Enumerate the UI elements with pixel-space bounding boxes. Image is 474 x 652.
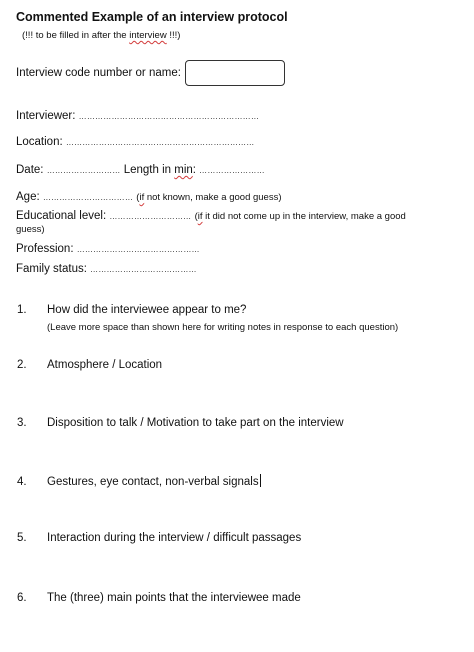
- age-note: [136, 192, 281, 203]
- educational-level-note-prefix: (: [194, 211, 198, 222]
- profession-label: Profession:: [16, 243, 74, 255]
- family-status-dots[interactable]: …………………………………: [90, 265, 197, 274]
- age-dots[interactable]: ……………………………: [42, 193, 134, 202]
- date-line: [16, 164, 265, 176]
- interview-code-field[interactable]: [185, 60, 285, 86]
- educational-level-note-suffix: it did not come up in the interview, make a good: [202, 211, 406, 222]
- age-label: Age:: [16, 191, 40, 203]
- location-line: [16, 136, 255, 148]
- question-4: [17, 474, 261, 488]
- question-number: 2.: [17, 359, 27, 371]
- age-note-underlined: if: [139, 192, 145, 203]
- interviewer-dots[interactable]: …………………………………………………………: [78, 112, 260, 121]
- profession-dots[interactable]: ………………………………………: [76, 245, 200, 254]
- question-text: Disposition to talk / Motivation to take part on the interview: [47, 417, 344, 429]
- question-number: 5.: [17, 532, 27, 544]
- date-dots[interactable]: ………………………: [46, 166, 121, 175]
- question-text: Interaction during the interview / difficult passages: [47, 532, 302, 544]
- question-5: [17, 532, 301, 544]
- question-3: [17, 417, 344, 429]
- text-cursor: [260, 474, 261, 487]
- question-number: 6.: [17, 592, 27, 604]
- length-label-prefix: Length in: [123, 164, 175, 176]
- educational-level-note: [195, 211, 406, 222]
- educational-level-label: Educational level:: [16, 210, 107, 222]
- question-6: [17, 592, 301, 604]
- question-text: Gestures, eye contact, non-verbal signals: [47, 476, 259, 488]
- subtitle-suffix: !!!): [166, 30, 181, 41]
- length-dots[interactable]: ……………………: [199, 166, 265, 175]
- question-1: [17, 304, 246, 316]
- family-status-line: [16, 263, 197, 275]
- age-note-prefix: (: [136, 192, 140, 203]
- educational-level-note-wrap: guess): [16, 224, 45, 235]
- length-label-suffix: :: [192, 164, 196, 176]
- location-dots[interactable]: ……………………………………………………………: [65, 138, 255, 147]
- page-title: Commented Example of an interview protocol: [16, 10, 288, 24]
- question-text: Atmosphere / Location: [47, 359, 163, 371]
- question-number: 1.: [17, 304, 27, 316]
- educational-level-dots[interactable]: …………………………: [109, 212, 192, 221]
- profession-line: [16, 243, 200, 255]
- question-text: How did the interviewee appear to me?: [47, 304, 247, 316]
- interviewer-line: [16, 110, 259, 122]
- subtitle: [22, 30, 180, 41]
- subtitle-prefix: (!!! to be filled in after the: [22, 30, 130, 41]
- educational-level-line: [16, 210, 406, 222]
- length-label-underlined: min: [174, 164, 193, 176]
- date-label: Date:: [16, 164, 44, 176]
- interviewer-label: Interviewer:: [16, 110, 76, 122]
- question-number: 3.: [17, 417, 27, 429]
- age-line: [16, 191, 282, 203]
- subtitle-underlined-word: interview: [129, 30, 167, 41]
- educational-level-note-underlined: if: [197, 211, 203, 222]
- age-note-suffix: not known, make a good guess): [144, 192, 282, 203]
- question-number: 4.: [17, 476, 27, 488]
- location-label: Location:: [16, 136, 63, 148]
- family-status-label: Family status:: [16, 263, 87, 275]
- question-1-note: (Leave more space than shown here for writing notes in response to each question): [47, 322, 399, 333]
- interview-code-label: Interview code number or name:: [16, 67, 181, 79]
- question-text: The (three) main points that the interviewee made: [47, 592, 301, 604]
- question-2: [17, 359, 162, 371]
